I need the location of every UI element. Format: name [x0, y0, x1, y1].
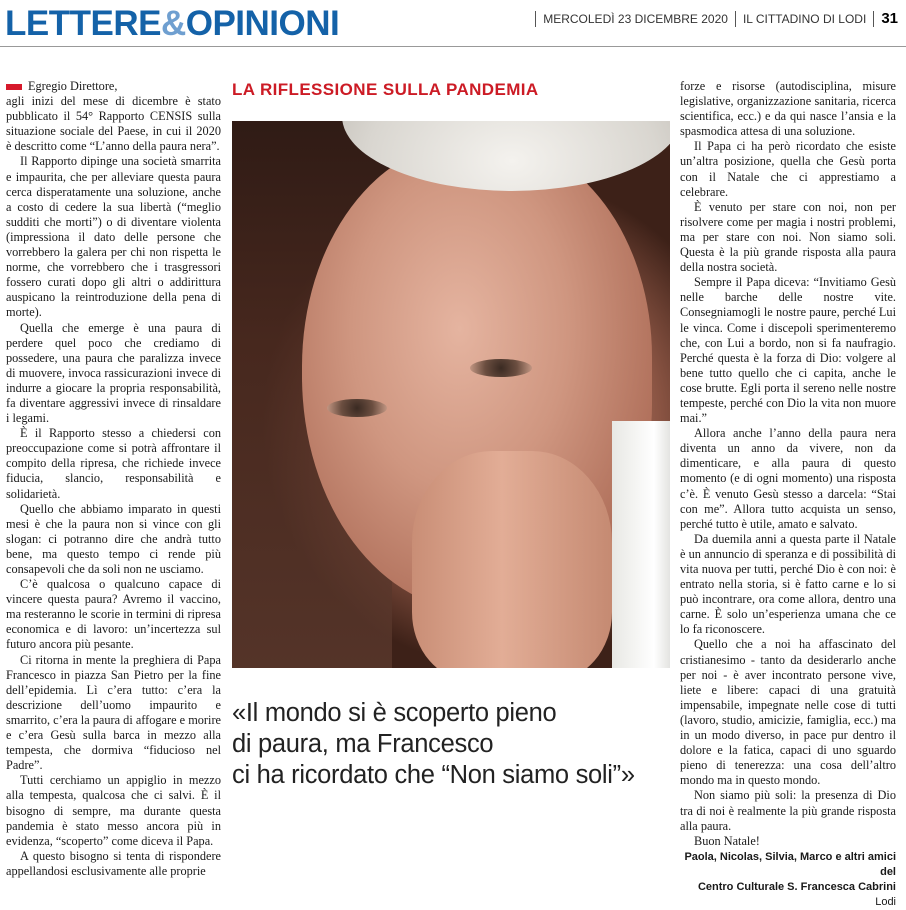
paragraph: Allora anche l’anno della paura nera diventa un anno da vivere, non da dimenticare, e alla paura di questo momento (e di ogni momento) una risposta c’è. È venuto Gesù stesso a darcela: “Stai con me”. Allora tutto acquista un senso, perché tutto è utile, amato e salvato.	[680, 426, 896, 531]
pull-quote-line: ci ha ricordato che “Non siamo soli”»	[232, 761, 635, 789]
paragraph: agli inizi del mese di dicembre è stato pubblicato il 54° Rapporto CENSIS sulla situazione sociale del Paese, in cui il 2020 è descritto come “L’anno della paura nera”.	[6, 94, 221, 154]
paragraph: Sempre il Papa diceva: “Invitiamo Gesù nelle barche delle nostre vite. Consegniamogli le nostre paure, perché Lui le vinca. Come i discepoli sperimenteremo che, con Lui a bordo, non si fa naufragio. Perché questa è la forza di Dio: volgere al bene tutto quello che ci capita, anche le cose brutte. Egli porta il sereno nelle nostre tempeste, perché con Dio la vita non muore mai.”	[680, 275, 896, 426]
signature-organization: Centro Culturale S. Francesca Cabrini	[697, 880, 896, 893]
paragraph: Buon Natale!	[694, 833, 760, 848]
newspaper-name: IL CITTADINO DI LODI	[742, 11, 867, 26]
salutation: Egregio Direttore,	[6, 79, 221, 94]
section-title	[5, 4, 339, 44]
paragraph: Quello che a noi ha affascinato del cristianesimo - tanto da desiderarlo anche per noi - è aver incontrato persone vive, liete e libere: capaci di una gratuità impensabile, impegnate nelle cose di tutti (lavoro, studio, amicizie, famiglia, ecc.) ma in un modo diverso, in pace pur dentro il dolore e la fatica, capaci di uno sguardo pieno di tenerezza: una cosa dell’altro mondo ma in questo mondo.	[680, 637, 896, 788]
section-title-part2: OPINIONI	[185, 4, 340, 43]
paragraph: Il Rapporto dipinge una società smarrita e impaurita, che per alleviare questa paura cerca disperatamente una soluzione, anche a costo di cedere la sua libertà (“meglio sudditi che morti”) o di diventare violenta (impressiona il dato delle persone che vorrebbero la galera per chi non rispetta le norme, che vorrebbero che i trasgressori fossero curati dopo gli altri o addirittura auspicano la reintroduzione della pena di morte).	[6, 154, 221, 320]
pull-quote-line: «Il mondo si è scoperto pieno	[232, 699, 557, 727]
article-headline: LA RIFLESSIONE SULLA PANDEMIA	[232, 80, 539, 99]
signature-place: Lodi	[875, 895, 896, 908]
pope-francis-photo	[232, 121, 670, 668]
meta-divider	[535, 11, 536, 27]
page-number: 31	[881, 10, 898, 27]
header-rule	[0, 46, 906, 47]
paragraph: Tutti cerchiamo un appiglio in mezzo alla tempesta, qualcosa che ci salvi. È il bisogno di sempre, ma durante questa pandemia è stato messo ancora più in evidenza, “scoperto” come diceva il Papa.	[6, 773, 221, 848]
paragraph: Non siamo più soli: la presenza di Dio tra di noi è realmente la più grande risposta alla paura.	[680, 788, 896, 833]
meta-divider	[735, 11, 736, 27]
paragraph: Il Papa ci ha però ricordato che esiste un’altra posizione, quella che Gesù porta con il Natale che ci apprestiamo a celebrare.	[680, 139, 896, 199]
red-bar-marker-icon	[6, 84, 22, 90]
paragraph: Quello che abbiamo imparato in questi mesi è che la paura non si vince con gli slogan: ci potranno dire che andrà tutto bene, ma questo tempo ci rende più consapevoli che da soli non ne usciamo.	[6, 501, 221, 576]
paragraph: Ci ritorna in mente la preghiera di Papa Francesco in piazza San Pietro per la fine dell’epidemia. Lì c’era tutto: c’era la descrizione dell’uomo impaurito e smarrito, c’era la paura di affogare e morire e c’era Gesù sulla barca in mezzo alla tempesta, che dormiva “fiducioso nel Padre”.	[6, 652, 221, 773]
paragraph: Da duemila anni a questa parte il Natale è un annuncio di speranza e di possibilità di vita nuova per tutti, perché Dio è con noi: è entrato nella storia, si è fatto carne e lo si può incontrare, ora come allora, dentro una carne. È solo un’esperienza umana che ce lo fa riconoscere.	[680, 531, 896, 637]
paragraph: forze e risorse (autodisciplina, misure legislative, organizzazione sanitaria, ricerca scientifica, ecc.) e da qui nasce l’ansia e la spasmodica attesa di una soluzione.	[680, 79, 896, 139]
pull-quote	[232, 698, 672, 791]
section-title-part1: LETTERE	[5, 4, 161, 43]
paragraph: C’è qualcosa o qualcuno capace di vincere questa paura? Avremo il vaccino, ma resteranno le scorie in termini di ripresa economica e di lavoro: un’incertezza sul futuro ancora più pesante.	[6, 577, 221, 652]
text-column-left	[6, 79, 221, 879]
signature	[680, 850, 896, 910]
signature-names: Paola, Nicolas, Silvia, Marco e altri amici del	[684, 850, 896, 878]
pull-quote-line: di paura, ma Francesco	[232, 730, 494, 758]
issue-date: MERCOLEDÌ 23 DICEMBRE 2020	[543, 11, 728, 26]
paragraph: È venuto per stare con noi, non per risolvere come per magia i nostri problemi, ma per stare con noi. Non siamo soli. Questa è la più grande risposta alla paura della nostra società.	[680, 199, 896, 275]
meta-divider	[873, 11, 874, 27]
masthead-meta	[528, 10, 898, 27]
paragraph: Quella che emerge è una paura di perdere quel poco che crediamo di possedere, una paura che paralizza invece di muovere, invoca rassicurazioni invece di indurre a giocare la propria responsabilità, fa diventare aggressivi invece di rinsaldare i legami.	[6, 320, 221, 426]
section-title-ampersand: &	[160, 4, 186, 43]
paragraph: A questo bisogno si tenta di rispondere appellandosi esclusivamente alle proprie	[6, 848, 221, 878]
photo-hands	[412, 451, 612, 668]
text-column-right	[680, 79, 896, 910]
paragraph: È il Rapporto stesso a chiedersi con preoccupazione come si potrà affrontare il compito della ripresa, che richiede invece fiducia, slancio, responsabilità e solidarietà.	[6, 426, 221, 501]
